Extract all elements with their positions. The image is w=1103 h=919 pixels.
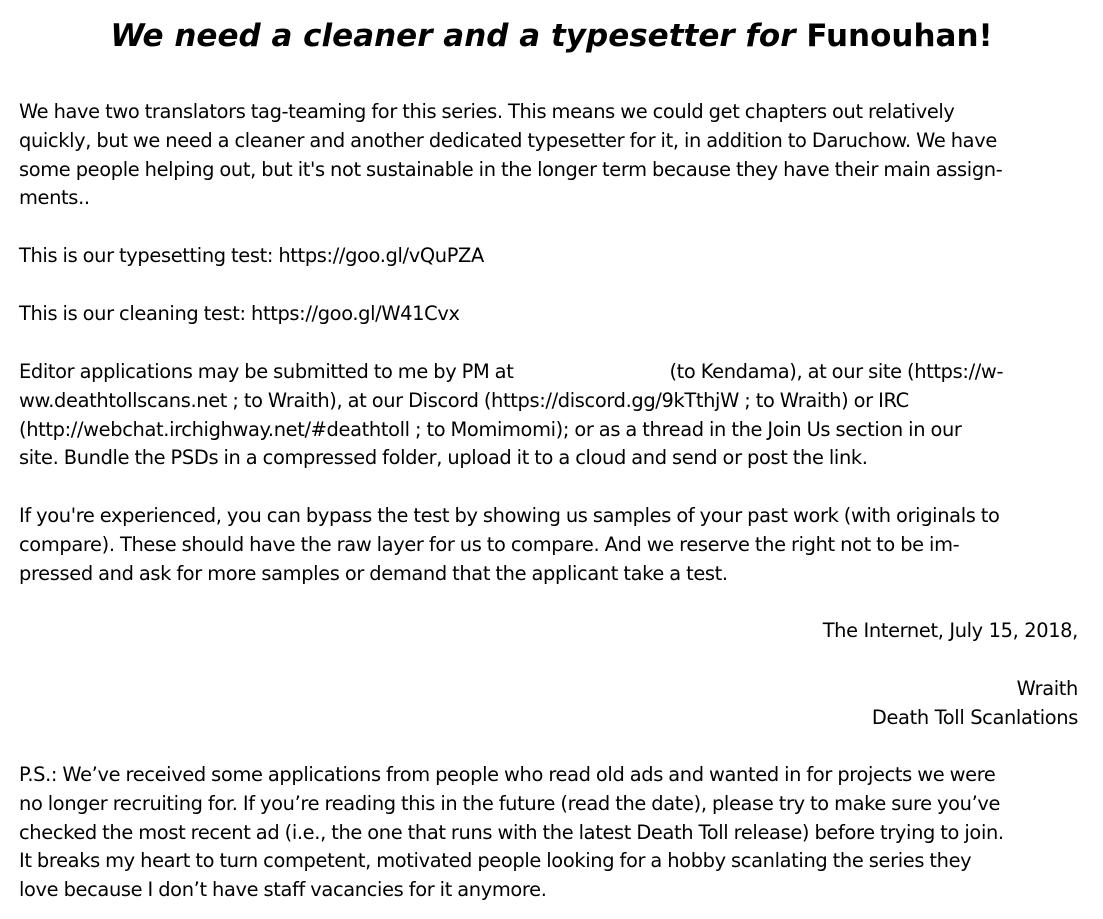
signature-group: Death Toll Scanlations [871,705,1078,729]
text-line: some people helping out, but it's not sustainable in the longer term because they have their main assign- [19,157,1003,181]
text-line: If you're experienced, you can bypass the test by showing us samples of your past work (with originals to [19,504,1000,527]
title-italic: We need a cleaner and a typesetter for [110,18,796,54]
text-line: site. Bundle the PSDs in a compressed folder, upload it to a cloud and send or post the link. [19,446,868,470]
experienced-paragraph [19,502,1087,588]
dateline: The Internet, July 15, 2018, [822,619,1078,642]
cleaning-test-line [19,300,1087,329]
text-line: checked the most recent ad (i.e., the one that runs with the latest Death Toll release) before trying to join. [19,820,1004,844]
typesetting-test-text: This is our typesetting test: https://goo.gl/vQuPZA [19,244,484,267]
text-line: P.S.: We’ve received some applications from people who read old ads and wanted in for projects we were [19,763,996,786]
intro-paragraph [19,98,1087,213]
text-before-redaction: Editor applications may be submitted to me by PM at [19,360,514,383]
page-title [0,14,1103,58]
text-line: no longer recruiting for. If you’re reading this in the future (read the date), please try to make sure you’ve [19,791,1001,815]
text-line: ments.. [19,186,90,210]
signature-name: Wraith [1016,677,1078,700]
text-line: compare). These should have the raw layer for us to compare. And we reserve the right not to be im- [19,532,960,556]
text-line: (http://webchat.irchighway.net/#deathtoll ; to Momimomi); or as a thread in the Join Us section in our [19,417,962,441]
text-line: quickly, but we need a cleaner and another dedicated typesetter for it, in addition to Daruchow. We have [19,128,997,152]
typesetting-test-line [19,242,1087,271]
text-line: pressed and ask for more samples or demand that the applicant take a test. [19,561,728,585]
text-line: love because I don’t have staff vacancies for it anymore. [19,878,547,902]
applications-paragraph [19,358,1087,473]
signature [872,675,1078,733]
cleaning-test-text: This is our cleaning test: https://goo.gl/W41Cvx [19,302,460,325]
text-after-redaction: (to Kendama), at our site (https://w- [669,360,1004,383]
text-line: It breaks my heart to turn competent, motivated people looking for a hobby scanlating the series they [19,849,972,873]
text-line: ww.deathtollscans.net ; to Wraith), at our Discord (https://discord.gg/9kTthjW ; to Wraith) or IRC [19,388,909,412]
text-line: We have two translators tag-teaming for this series. This means we could get chapters out relatively [19,100,955,123]
postscript-paragraph [19,761,1087,905]
text-line [19,358,1087,387]
title-series: Funouhan! [806,18,993,54]
